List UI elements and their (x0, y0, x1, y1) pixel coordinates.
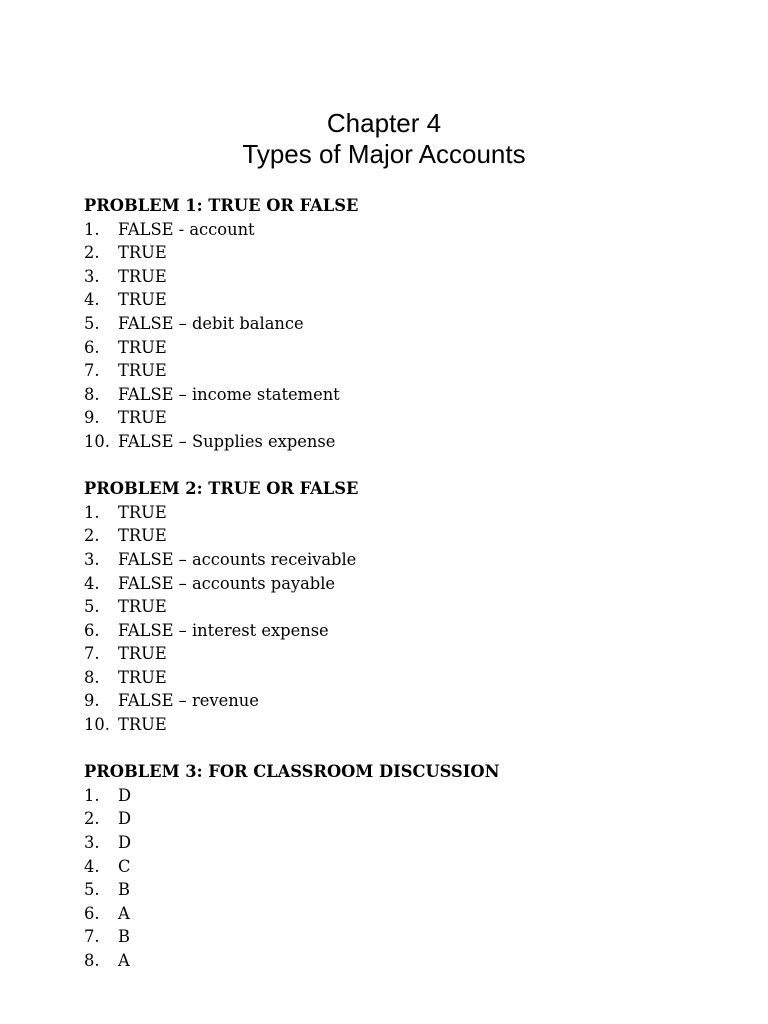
answer-number: 3. (84, 833, 100, 853)
answer-number: 4. (84, 856, 100, 876)
answer-number: 5. (84, 880, 100, 900)
answer-item (84, 831, 704, 855)
answer-list (84, 218, 704, 454)
answer-text: TRUE (118, 667, 167, 687)
answer-item (84, 666, 704, 690)
answer-number: 2. (84, 809, 100, 829)
answer-text: TRUE (118, 526, 167, 546)
answer-item (84, 312, 704, 336)
answer-number: 5. (84, 597, 100, 617)
answer-list (84, 784, 704, 973)
answer-item (84, 406, 704, 430)
answer-number: 8. (84, 667, 100, 687)
answer-number: 6. (84, 337, 100, 357)
answer-text: TRUE (118, 361, 167, 381)
answer-number: 7. (84, 927, 100, 947)
answer-number: 8. (84, 951, 100, 970)
answer-number: 10. (84, 715, 110, 735)
answer-item (84, 336, 704, 360)
answer-text: TRUE (118, 290, 167, 310)
answer-item (84, 430, 704, 454)
answer-number: 5. (84, 313, 100, 333)
answer-text: FALSE – Supplies expense (118, 431, 336, 451)
answer-text: TRUE (118, 597, 167, 617)
answer-number: 2. (84, 526, 100, 546)
answer-number: 8. (84, 384, 100, 404)
answer-item (84, 784, 704, 808)
answer-text: TRUE (118, 243, 167, 263)
answer-number: 7. (84, 644, 100, 664)
answer-text: FALSE – debit balance (118, 313, 304, 333)
answer-item (84, 383, 704, 407)
answer-number: 9. (84, 408, 100, 428)
answer-number: 1. (84, 219, 100, 239)
answer-item (84, 501, 704, 525)
section-heading: PROBLEM 2: TRUE OR FALSE (84, 479, 359, 499)
answer-item (84, 855, 704, 879)
answer-text: TRUE (118, 644, 167, 664)
answer-text: FALSE – accounts payable (118, 573, 336, 593)
answer-text: D (118, 809, 132, 829)
answer-item (84, 218, 704, 242)
answer-number: 3. (84, 266, 100, 286)
answer-number: 10. (84, 431, 110, 451)
answer-text: TRUE (118, 337, 167, 357)
answer-text: FALSE – accounts receivable (118, 549, 357, 569)
answer-text: D (118, 833, 132, 853)
answer-text: TRUE (118, 266, 167, 286)
answer-text: A (118, 951, 130, 970)
answer-number: 4. (84, 290, 100, 310)
answer-list (84, 501, 704, 737)
answer-item (84, 265, 704, 289)
answer-item (84, 713, 704, 737)
answer-item (84, 595, 704, 619)
answer-number: 7. (84, 361, 100, 381)
answer-text: C (118, 856, 131, 876)
answer-number: 6. (84, 903, 100, 923)
answer-item (84, 548, 704, 572)
problem-section (84, 477, 704, 737)
answer-text: FALSE – income statement (118, 384, 340, 404)
problem-section (84, 194, 704, 454)
answer-text: TRUE (118, 408, 167, 428)
answer-number: 4. (84, 573, 100, 593)
answer-number: 6. (84, 620, 100, 640)
answer-item (84, 925, 704, 949)
answer-number: 2. (84, 243, 100, 263)
answer-item (84, 572, 704, 596)
answer-text: FALSE - account (118, 219, 255, 239)
answer-number: 1. (84, 502, 100, 522)
answer-item (84, 642, 704, 666)
answer-item (84, 619, 704, 643)
chapter-title: Types of Major Accounts (242, 139, 526, 169)
answer-item (84, 902, 704, 926)
answer-item (84, 807, 704, 831)
section-heading: PROBLEM 1: TRUE OR FALSE (84, 196, 359, 215)
problem-section (84, 760, 704, 972)
chapter-label: Chapter 4 (326, 108, 442, 138)
answer-number: 1. (84, 785, 100, 805)
answer-item (84, 689, 704, 713)
section-heading: PROBLEM 3: FOR CLASSROOM DISCUSSION (84, 762, 500, 782)
answer-text: B (118, 927, 130, 947)
answer-key (84, 194, 704, 996)
answer-text: TRUE (118, 502, 167, 522)
answer-item (84, 241, 704, 265)
answer-item (84, 949, 704, 973)
answer-text: TRUE (118, 715, 167, 735)
answer-item (84, 524, 704, 548)
answer-text: A (118, 903, 130, 923)
answer-item (84, 288, 704, 312)
answer-item (84, 359, 704, 383)
answer-text: B (118, 880, 130, 900)
answer-text: FALSE – interest expense (118, 620, 329, 640)
answer-text: D (118, 785, 132, 805)
chapter-header (0, 108, 768, 170)
answer-number: 9. (84, 691, 100, 711)
answer-number: 3. (84, 549, 100, 569)
answer-text: FALSE – revenue (118, 691, 259, 711)
answer-item (84, 878, 704, 902)
